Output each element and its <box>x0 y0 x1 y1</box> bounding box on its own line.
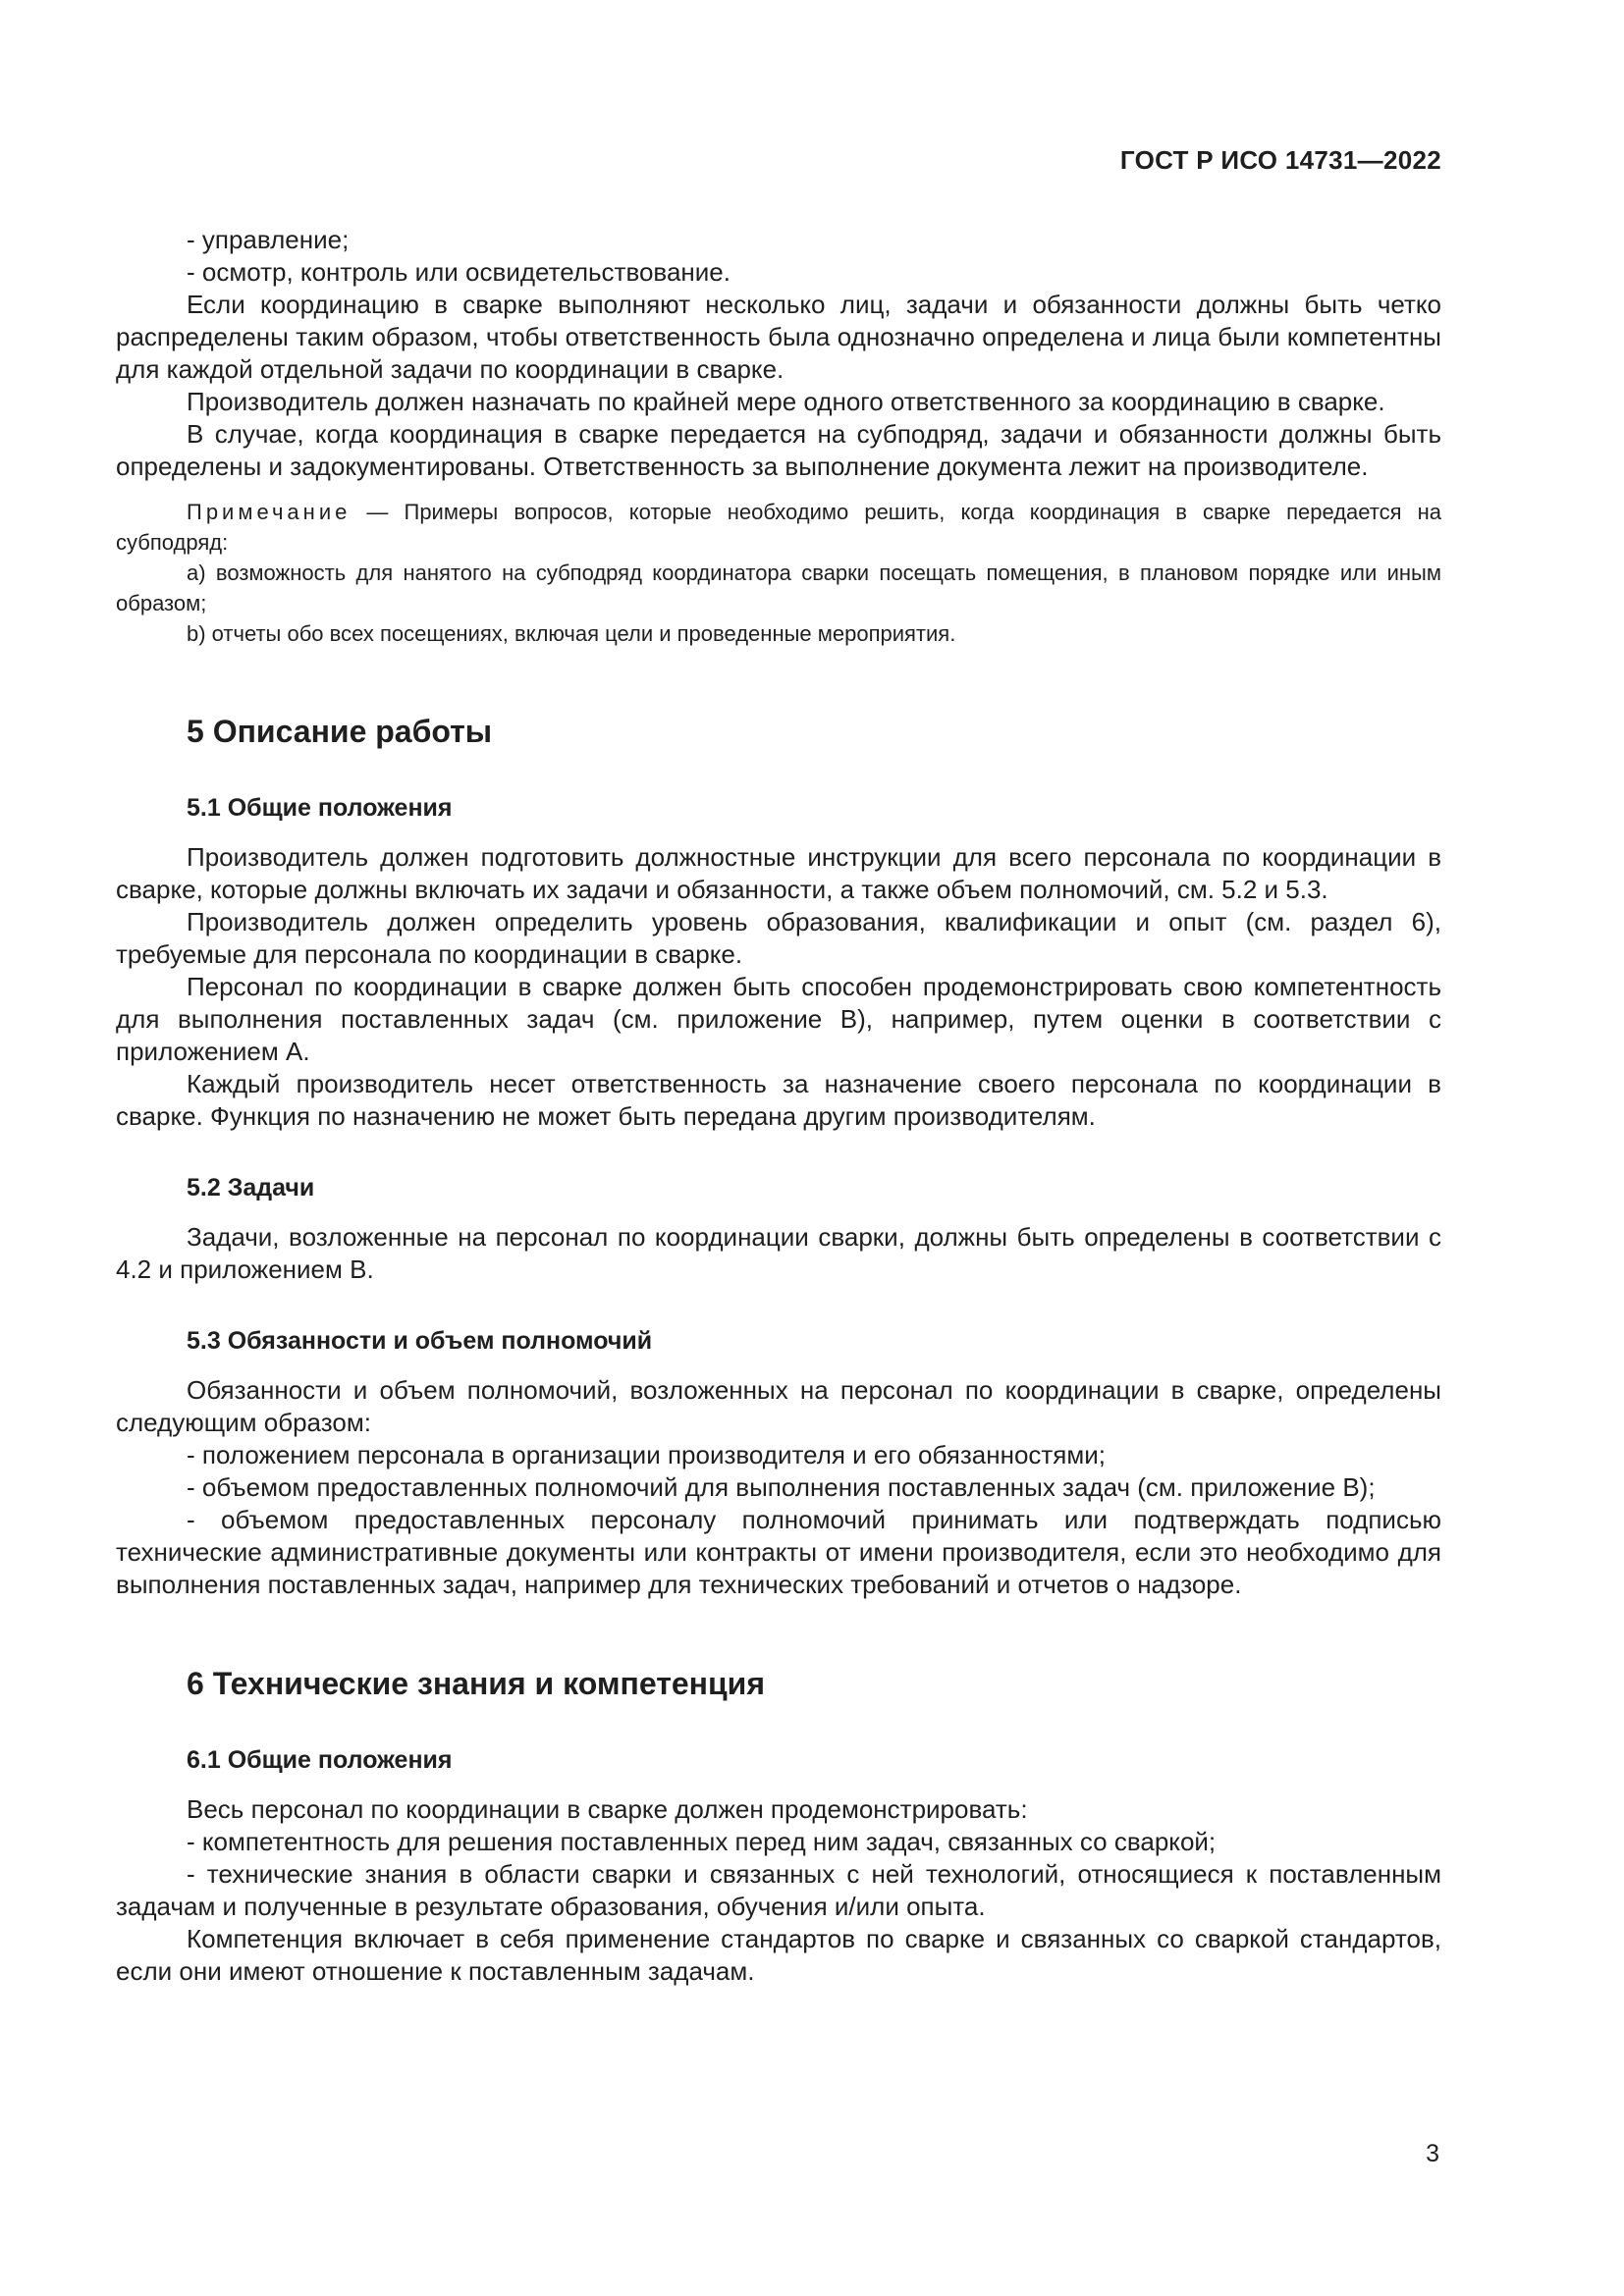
subsection-5-1-heading: 5.1 Общие положения <box>187 794 453 822</box>
paragraph: Производитель должен назначать по крайней мере одного ответственного за координацию в сварке. <box>187 387 1385 416</box>
list-item: - технические знания в области сварки и связанных с ней технологий, относящиеся к поставленным задачам и полученные в результате образования, обучения и/или опыта. <box>116 1859 1441 1921</box>
list-item: - объемом предоставленных персоналу полномочий принимать или подтверждать подписью технические административные документы или контракты от имени производителя, если это необходимо для выполнения поставленных задач, например для технических требований и отчетов о надзоре. <box>116 1505 1441 1599</box>
subsection-5-3-heading: 5.3 Обязанности и объем полномочий <box>187 1327 653 1355</box>
note-paragraph <box>116 497 1441 558</box>
page-content <box>116 224 1441 1988</box>
paragraph: Обязанности и объем полномочий, возложенных на персонал по координации в сварке, определены следующим образом: <box>116 1375 1441 1437</box>
paragraph: Персонал по координации в сварке должен быть способен продемонстрировать свою компетентность для выполнения поставленных задач (см. приложение В), например, путем оценки в соответствии с приложением А. <box>116 972 1441 1066</box>
list-item: - компетентность для решения поставленных перед ним задач, связанных со сваркой; <box>187 1827 1217 1856</box>
note-block <box>116 497 1441 649</box>
section-6-heading: 6 Технические знания и компетенция <box>187 1666 765 1701</box>
paragraph: В случае, когда координация в сварке передается на субподряд, задачи и обязанности должны быть определены и задокументированы. Ответственность за выполнение документа лежит на производителе. <box>116 419 1441 481</box>
paragraph: Задачи, возложенные на персонал по координации сварки, должны быть определены в соответствии с 4.2 и приложением В. <box>116 1222 1441 1284</box>
page-number: 3 <box>1426 2140 1439 2167</box>
paragraph: Каждый производитель несет ответственность за назначение своего персонала по координации в сварке. Функция по назначению не может быть передана другим производителям. <box>116 1069 1441 1131</box>
paragraph: Весь персонал по координации в сварке должен продемонстрировать: <box>187 1794 1028 1824</box>
note-text: Примеры вопросов, которые необходимо решить, когда координация в сварке передается на субподряд: <box>116 500 1441 555</box>
note-item-b: b) отчеты обо всех посещениях, включая цели и проведенные мероприятия. <box>187 621 956 646</box>
paragraph: Производитель должен определить уровень образования, квалификации и опыт (см. раздел 6), требуемые для персонала по координации в сварке. <box>116 907 1441 969</box>
subsection-6-1-heading: 6.1 Общие положения <box>187 1746 453 1774</box>
list-item: - осмотр, контроль или освидетельствование. <box>187 257 731 287</box>
list-item: - объемом предоставленных полномочий для выполнения поставленных задач (см. приложение В); <box>187 1472 1376 1502</box>
standard-code-header: ГОСТ Р ИСО 14731—2022 <box>1119 145 1441 175</box>
paragraph: Компетенция включает в себя применение стандартов по сварке и связанных со сваркой стандартов, если они имеют отношение к поставленным задачам. <box>116 1924 1441 1986</box>
paragraph: Если координацию в сварке выполняют несколько лиц, задачи и обязанности должны быть четко распределены таким образом, чтобы ответственность была однозначно определена и лица были компетентны для каждой отдельной задачи по координации в сварке. <box>116 290 1441 384</box>
note-label: Примечание <box>187 500 352 524</box>
paragraph: Производитель должен подготовить должностные инструкции для всего персонала по координации в сварке, которые должны включать их задачи и обязанности, а также объем полномочий, см. 5.2 и 5.3. <box>116 842 1441 904</box>
list-item: - положением персонала в организации производителя и его обязанностями; <box>187 1440 1107 1469</box>
subsection-5-2-heading: 5.2 Задачи <box>187 1174 315 1201</box>
list-item: - управление; <box>187 225 350 254</box>
note-dash: — <box>351 500 405 524</box>
note-item-a: а) возможность для нанятого на субподряд координатора сварки посещать помещения, в плановом порядке или иным образом; <box>116 561 1441 615</box>
section-5-heading: 5 Описание работы <box>187 714 493 749</box>
